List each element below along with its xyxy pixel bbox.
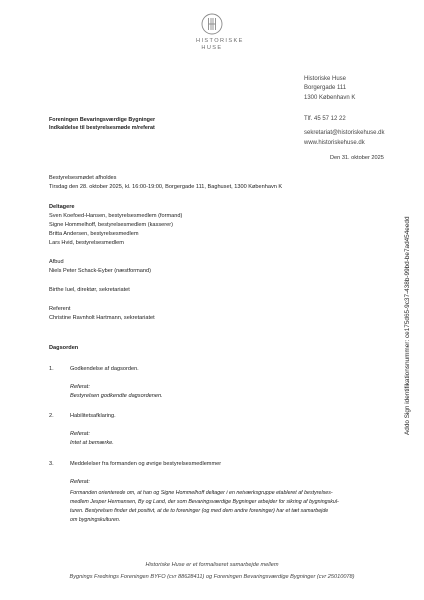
sender-name: Historiske Huse (304, 76, 347, 82)
participant-item: Signe Hommelhoff, bestyrelsesmedlem (kasserer) (49, 222, 173, 228)
agenda-item-title: Habilitetsafklaring. (70, 413, 116, 419)
participant-item: Britta Andersen, bestyrelsesmedlem (49, 231, 139, 237)
agenda-item-number: 3. (49, 461, 54, 467)
recipient-line-2: Indkaldelse til bestyrelsesmøde m/referat (49, 125, 155, 132)
meeting-details: Tirsdag den 28. oktober 2025, kl. 16:00-19:00, Borgergade 111, Baghuset, 1300 København K (49, 184, 283, 190)
absent-name: Niels Peter Schack-Eyber (næstformand) (49, 268, 151, 274)
referat-text: turen. Bestyrelsen finder det positivt, at de to foreninger (og med dem andre foreninger) har et tæt samarbejde (70, 508, 329, 514)
secretariat-attendee: Birthe Iuel, direktør, sekretariatet (49, 287, 130, 293)
sender-address (304, 75, 355, 103)
absent-heading: Afbud (49, 259, 64, 265)
sender-contact (304, 115, 384, 148)
sender-city: 1300 København K (304, 94, 356, 101)
referat-label: Referat: (70, 384, 90, 390)
referat-text: medlem Jesper Hermansen, By og Land, der som Bevaringsværdige Bygninger arbejder for sikring af bygningskul- (70, 499, 339, 505)
agenda-item-title: Meddelelser fra formanden og øvrige bestyrelsesmedlemmer (70, 461, 222, 467)
sender-web[interactable]: www.historiskehuse.dk (304, 139, 365, 146)
logo-monogram-icon (201, 13, 223, 35)
referent-name: Christine Ravnholt Hartmann, sekretariatet (49, 315, 155, 321)
referat-text: Bestyrelsen godkendte dagsordenen. (70, 393, 163, 399)
addo-sign-identifier: Addo Sign identifikationsnummer: ce175d65-9c37-438b-99bd-be7ad454eedd (404, 216, 411, 435)
referat-label: Referat: (70, 431, 90, 437)
agenda-item-number: 2. (49, 413, 54, 419)
referat-text: om bygningskulturen. (70, 517, 121, 523)
footer-line-2: Bygnings Frednings Foreningen BYFO (cvr 88628411) og Foreningen Bevaringsværdige Bygninger (cvr 25010078) (69, 574, 355, 580)
logo-line-2: HUSE (201, 44, 223, 51)
participant-item: Sven Koefoed-Hansen, bestyrelsesmedlem (formand) (49, 213, 183, 219)
referat-text: Intet at bemærke. (70, 440, 114, 446)
meeting-intro: Bestyrelsesmødet afholdes (49, 175, 117, 181)
logo-line-1: HISTORISKE (196, 38, 244, 44)
referat-label: Referat: (70, 479, 90, 485)
recipient-line-1: Foreningen Bevaringsværdige Bygninger (49, 117, 156, 123)
footer-line-1: Historiske Huse er et formaliseret samarbejde mellem (145, 562, 279, 568)
letter-date: Den 31. oktober 2025 (330, 155, 384, 161)
referat-text: Formanden orienterede om, at han og Signe Hommelhoff deltager i en netværksgruppe etableret af bestyrelses- (70, 490, 333, 496)
recipient-block (49, 116, 155, 133)
historiske-huse-logo (196, 13, 244, 65)
participant-item: Lars Hvid, bestyrelsesmedlem (49, 240, 124, 246)
agenda-item-title: Godkendelse af dagsorden. (70, 366, 139, 372)
sender-email[interactable]: sekretariat@historiskehuse.dk (304, 130, 385, 137)
sender-street: Borgergade 111 (304, 85, 347, 92)
sender-phone: Tlf. 45 57 12 22 (304, 116, 346, 122)
agenda-heading: Dagsorden (49, 345, 79, 351)
agenda-item-number: 1. (49, 366, 54, 372)
participants-heading: Deltagere (49, 204, 75, 210)
referent-heading: Referent (49, 306, 71, 312)
